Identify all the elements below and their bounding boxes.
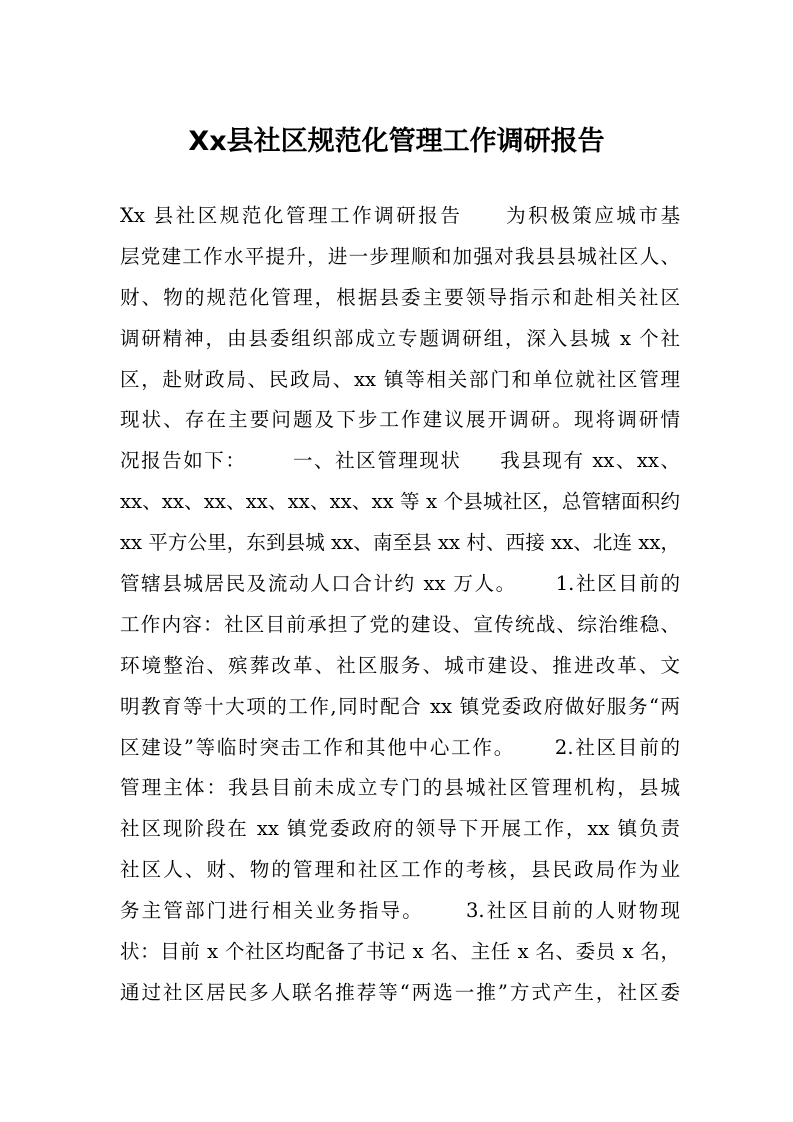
body-line: 现状、存在主要问题及下步工作建议展开调研。现将调研情 [120,408,680,432]
body-line: 层党建工作水平提升，进一步理顺和加强对我县县城社区人、 [120,244,680,268]
body-line: 财、物的规范化管理，根据县委主要领导指示和赴相关社区 [120,285,680,309]
body-line: Xx 县社区规范化管理工作调研报告 为积极策应城市基 [120,204,680,227]
body-line: xx 平方公里，东到县城 xx、南至县 xx 村、西接 xx、北连 xx， [120,531,680,555]
body-line: 区，赴财政局、民政局、xx 镇等相关部门和单位就社区管理 [120,367,680,391]
body-line: 明教育等十大项的工作,同时配合 xx 镇党委政府做好服务“两 [120,694,680,718]
body-line: 通过社区居民多人联名推荐等“两选一推”方式产生，社区委 [120,980,680,1004]
body-line: 区建设”等临时突击工作和其他中心工作。 2.社区目前的 [120,735,680,759]
body-line: 调研精神，由县委组织部成立专题调研组，深入县城 x 个社 [120,326,680,350]
body-line: 社区人、财、物的管理和社区工作的考核，县民政局作为业 [120,858,680,882]
body-line: 况报告如下： 一、社区管理现状 我县现有 xx、xx、 [120,449,680,473]
body-line: 状：目前 x 个社区均配备了书记 x 名、主任 x 名、委员 x 名， [120,940,680,964]
body-line: xx、xx、xx、xx、xx、xx、xx 等 x 个县城社区，总管辖面积约 [120,490,680,514]
document-body [120,196,680,1014]
body-line: 管理主体：我县目前未成立专门的县城社区管理机构，县城 [120,776,680,800]
body-line: 务主管部门进行相关业务指导。 3.社区目前的人财物现 [120,899,680,923]
body-line: 社区现阶段在 xx 镇党委政府的领导下开展工作，xx 镇负责 [120,817,680,841]
body-line: 工作内容：社区目前承担了党的建设、宣传统战、综治维稳、 [120,612,680,636]
document-title: Xx县社区规范化管理工作调研报告 [188,126,605,157]
body-line: 管辖县城居民及流动人口合计约 xx 万人。 1.社区目前的 [120,572,680,596]
body-line: 环境整治、殡葬改革、社区服务、城市建设、推进改革、文 [120,653,680,677]
